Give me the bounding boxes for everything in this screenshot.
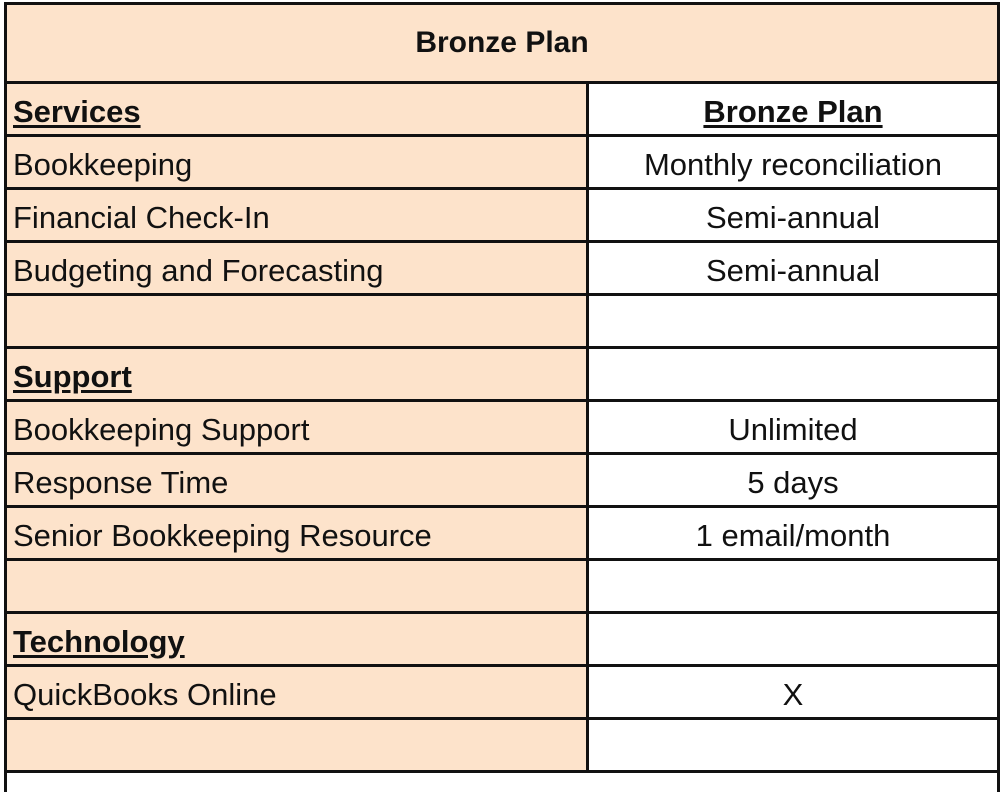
support-label-bookkeeping-support: Bookkeeping Support: [7, 402, 589, 455]
service-label-budgeting: Budgeting and Forecasting: [7, 243, 589, 296]
service-value-budgeting: Semi-annual: [589, 243, 997, 296]
technology-label-quickbooks: QuickBooks Online: [7, 667, 589, 720]
section-header-services: Services: [7, 84, 589, 137]
blank-label-cell: [7, 561, 589, 614]
support-header-value-cell: [589, 349, 997, 402]
blank-label-cell: [7, 720, 589, 773]
section-header-technology: Technology: [7, 614, 589, 667]
table-title: Bronze Plan: [7, 5, 997, 84]
support-label-response-time: Response Time: [7, 455, 589, 508]
support-value-senior-resource: 1 email/month: [589, 508, 997, 561]
support-value-bookkeeping-support: Unlimited: [589, 402, 997, 455]
plan-grid: [7, 84, 997, 773]
blank-value-cell: [589, 720, 997, 773]
blank-value-cell: [589, 561, 997, 614]
technology-header-value-cell: [589, 614, 997, 667]
column-header-bronze-plan: Bronze Plan: [589, 84, 997, 137]
service-label-financial-check-in: Financial Check-In: [7, 190, 589, 243]
technology-value-quickbooks: X: [589, 667, 997, 720]
section-header-support: Support: [7, 349, 589, 402]
service-value-financial-check-in: Semi-annual: [589, 190, 997, 243]
service-label-bookkeeping: Bookkeeping: [7, 137, 589, 190]
service-value-bookkeeping: Monthly reconciliation: [589, 137, 997, 190]
support-label-senior-resource: Senior Bookkeeping Resource: [7, 508, 589, 561]
bronze-plan-table: [4, 2, 1000, 792]
blank-value-cell: [589, 296, 997, 349]
blank-label-cell: [7, 296, 589, 349]
support-value-response-time: 5 days: [589, 455, 997, 508]
